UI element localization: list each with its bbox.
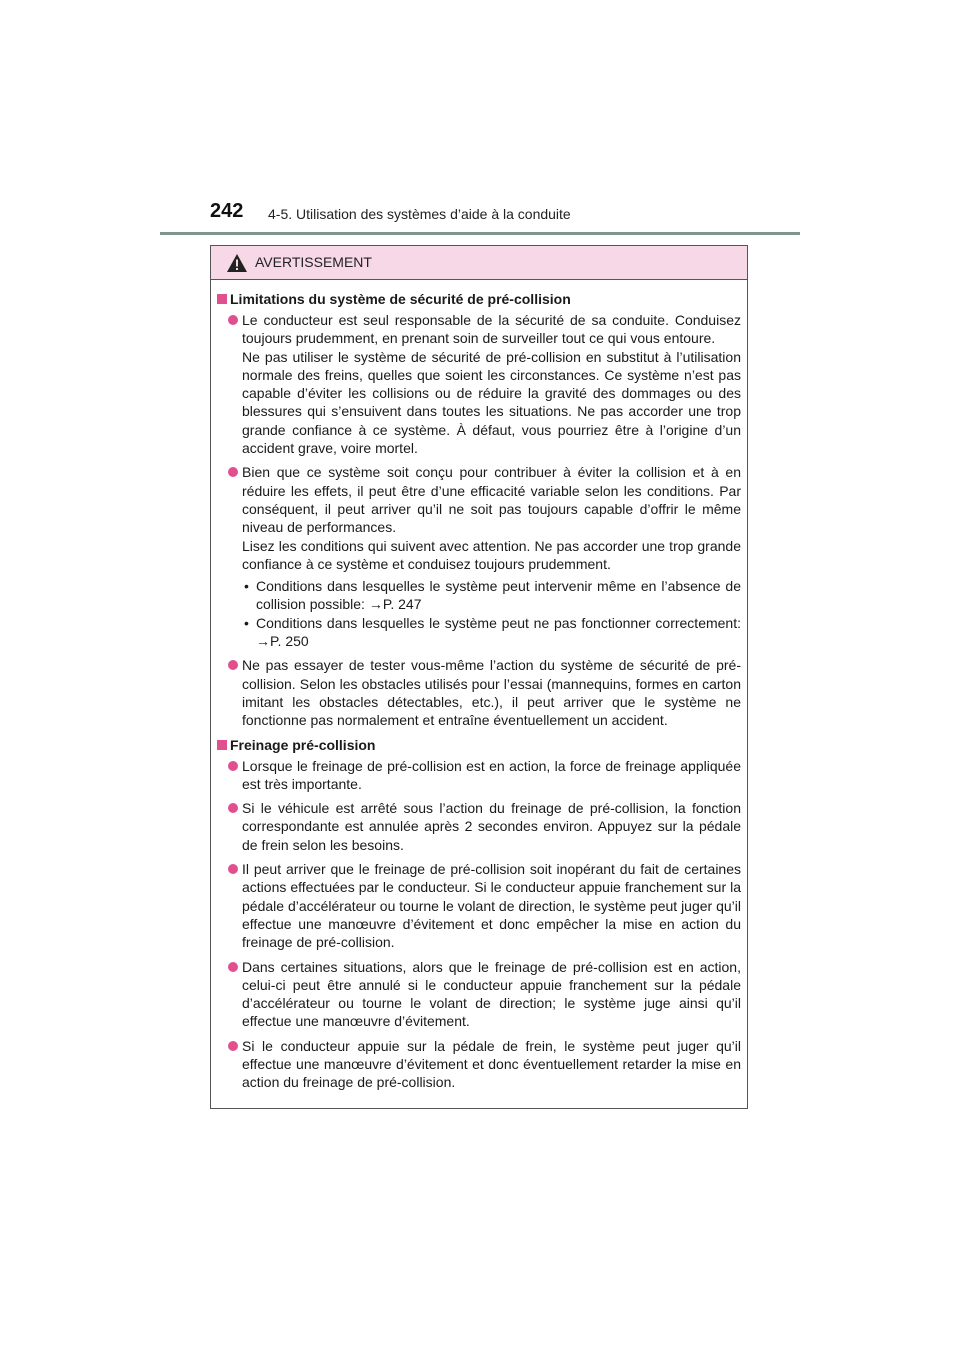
item-paragraph: Dans certaines situations, alors que le freinage de pré-collision est en action, celui-ci peut être annulé si le conducteur appuie franchement sur la pédale d’accélérateur ou tourne le volant de direction; le système juge ainsi qu’il effectue une manœuvre d’évitement. <box>242 958 741 1030</box>
section-freinage <box>217 736 741 1092</box>
warning-triangle-icon <box>227 254 247 272</box>
item-paragraph: Ne pas utiliser le système de sécurité de pré-collision en substitut à l’utilisation normale des freins, quelles que soient les circonstances. Ce système n’est pas capable d’éviter les collisions ou de réduire la gravité des dommages ou des blessures qui s’ensuivent dans toutes les situations. Ne pas accorder une trop grande confiance à ce système. À défaut, vous pourriez être à l’origine d’un accident grave, voire mortel. <box>242 348 741 457</box>
list-item <box>217 656 741 729</box>
section-limitations <box>217 290 741 730</box>
sub-list <box>242 577 741 650</box>
warning-box <box>210 245 748 1109</box>
sub-list-item <box>242 577 741 614</box>
list-item <box>217 463 741 650</box>
section-heading <box>217 290 741 308</box>
circle-bullet-icon <box>228 1041 238 1051</box>
small-bullet-icon: • <box>244 614 249 631</box>
list-item <box>217 860 741 951</box>
list-item <box>217 799 741 854</box>
circle-bullet-icon <box>228 761 238 771</box>
list-item <box>217 1037 741 1092</box>
item-paragraph: Si le conducteur appuie sur la pédale de frein, le système peut juger qu’il effectue une manœuvre d’évitement et donc éventuellement retarder la mise en action du freinage de pré-collision. <box>242 1037 741 1091</box>
item-paragraph: Si le véhicule est arrêté sous l’action du freinage de pré-collision, la fonction correspondante est annulée après 2 secondes environ. Appuyez sur la pédale de frein selon les besoins. <box>242 800 741 853</box>
circle-bullet-icon <box>228 660 238 670</box>
list-item <box>217 958 741 1031</box>
sub-item-text: Conditions dans lesquelles le système peut ne pas fonctionner correctement: →P. 250 <box>256 614 741 650</box>
square-bullet-icon <box>217 740 227 750</box>
item-paragraph: Lisez les conditions qui suivent avec attention. Ne pas accorder une trop grande confiance à ce système et conduisez toujours prudemment. <box>242 537 741 572</box>
circle-bullet-icon <box>228 315 238 325</box>
item-paragraph: Bien que ce système soit conçu pour contribuer à éviter la collision et à en réduire les effets, il peut être d’une efficacité variable selon les conditions. Par conséquent, il peut arriver qu’il ne soit pas toujours capable d’offrir le même niveau de performances. <box>242 464 741 536</box>
item-paragraph: Ne pas essayer de tester vous-même l’action du système de sécurité de pré-collision. Selon les obstacles utilisés pour l’essai (mannequins, formes en carton imitant les obstacles détectables, etc.), il peut arriver que le système ne fonctionne pas normalement et entraîne éventuellement un accident. <box>242 657 741 729</box>
section-heading-text: Limitations du système de sécurité de pré-collision <box>230 291 571 307</box>
warning-header <box>211 246 747 280</box>
circle-bullet-icon <box>228 803 238 813</box>
list-item <box>217 757 741 794</box>
item-paragraph: Le conducteur est seul responsable de la sécurité de sa conduite. Conduisez toujours prudemment, en prenant soin de surveiller tout ce qui vous entoure. <box>242 312 741 347</box>
small-bullet-icon: • <box>244 578 249 595</box>
sub-item-text: Conditions dans lesquelles le système peut intervenir même en l’absence de collision possible: →P. 247 <box>256 578 741 613</box>
section-heading <box>217 736 741 754</box>
sub-list-item <box>242 614 741 651</box>
warning-content <box>211 280 747 1092</box>
warning-label: AVERTISSEMENT <box>255 254 372 270</box>
list-item <box>217 311 741 457</box>
header-rule <box>160 232 800 235</box>
circle-bullet-icon <box>228 962 238 972</box>
item-paragraph: Lorsque le freinage de pré-collision est en action, la force de freinage appliquée est très importante. <box>242 757 741 792</box>
item-paragraph: Il peut arriver que le freinage de pré-collision soit inopérant du fait de certaines actions effectuées par le conducteur. Si le conducteur appuie franchement sur la pédale d’accélérateur ou tourne le volant de direction, le système peut juger qu’il effectue une manœuvre d’évitement et donc empêcher la mise en action du freinage de pré-collision. <box>242 861 741 951</box>
section-heading-text: Freinage pré-collision <box>230 736 376 753</box>
page-header <box>160 200 800 232</box>
section-title: 4-5. Utilisation des systèmes d’aide à la conduite <box>268 206 571 222</box>
circle-bullet-icon <box>228 467 238 477</box>
square-bullet-icon <box>217 294 227 304</box>
circle-bullet-icon <box>228 864 238 874</box>
page-number: 242 <box>210 200 244 222</box>
